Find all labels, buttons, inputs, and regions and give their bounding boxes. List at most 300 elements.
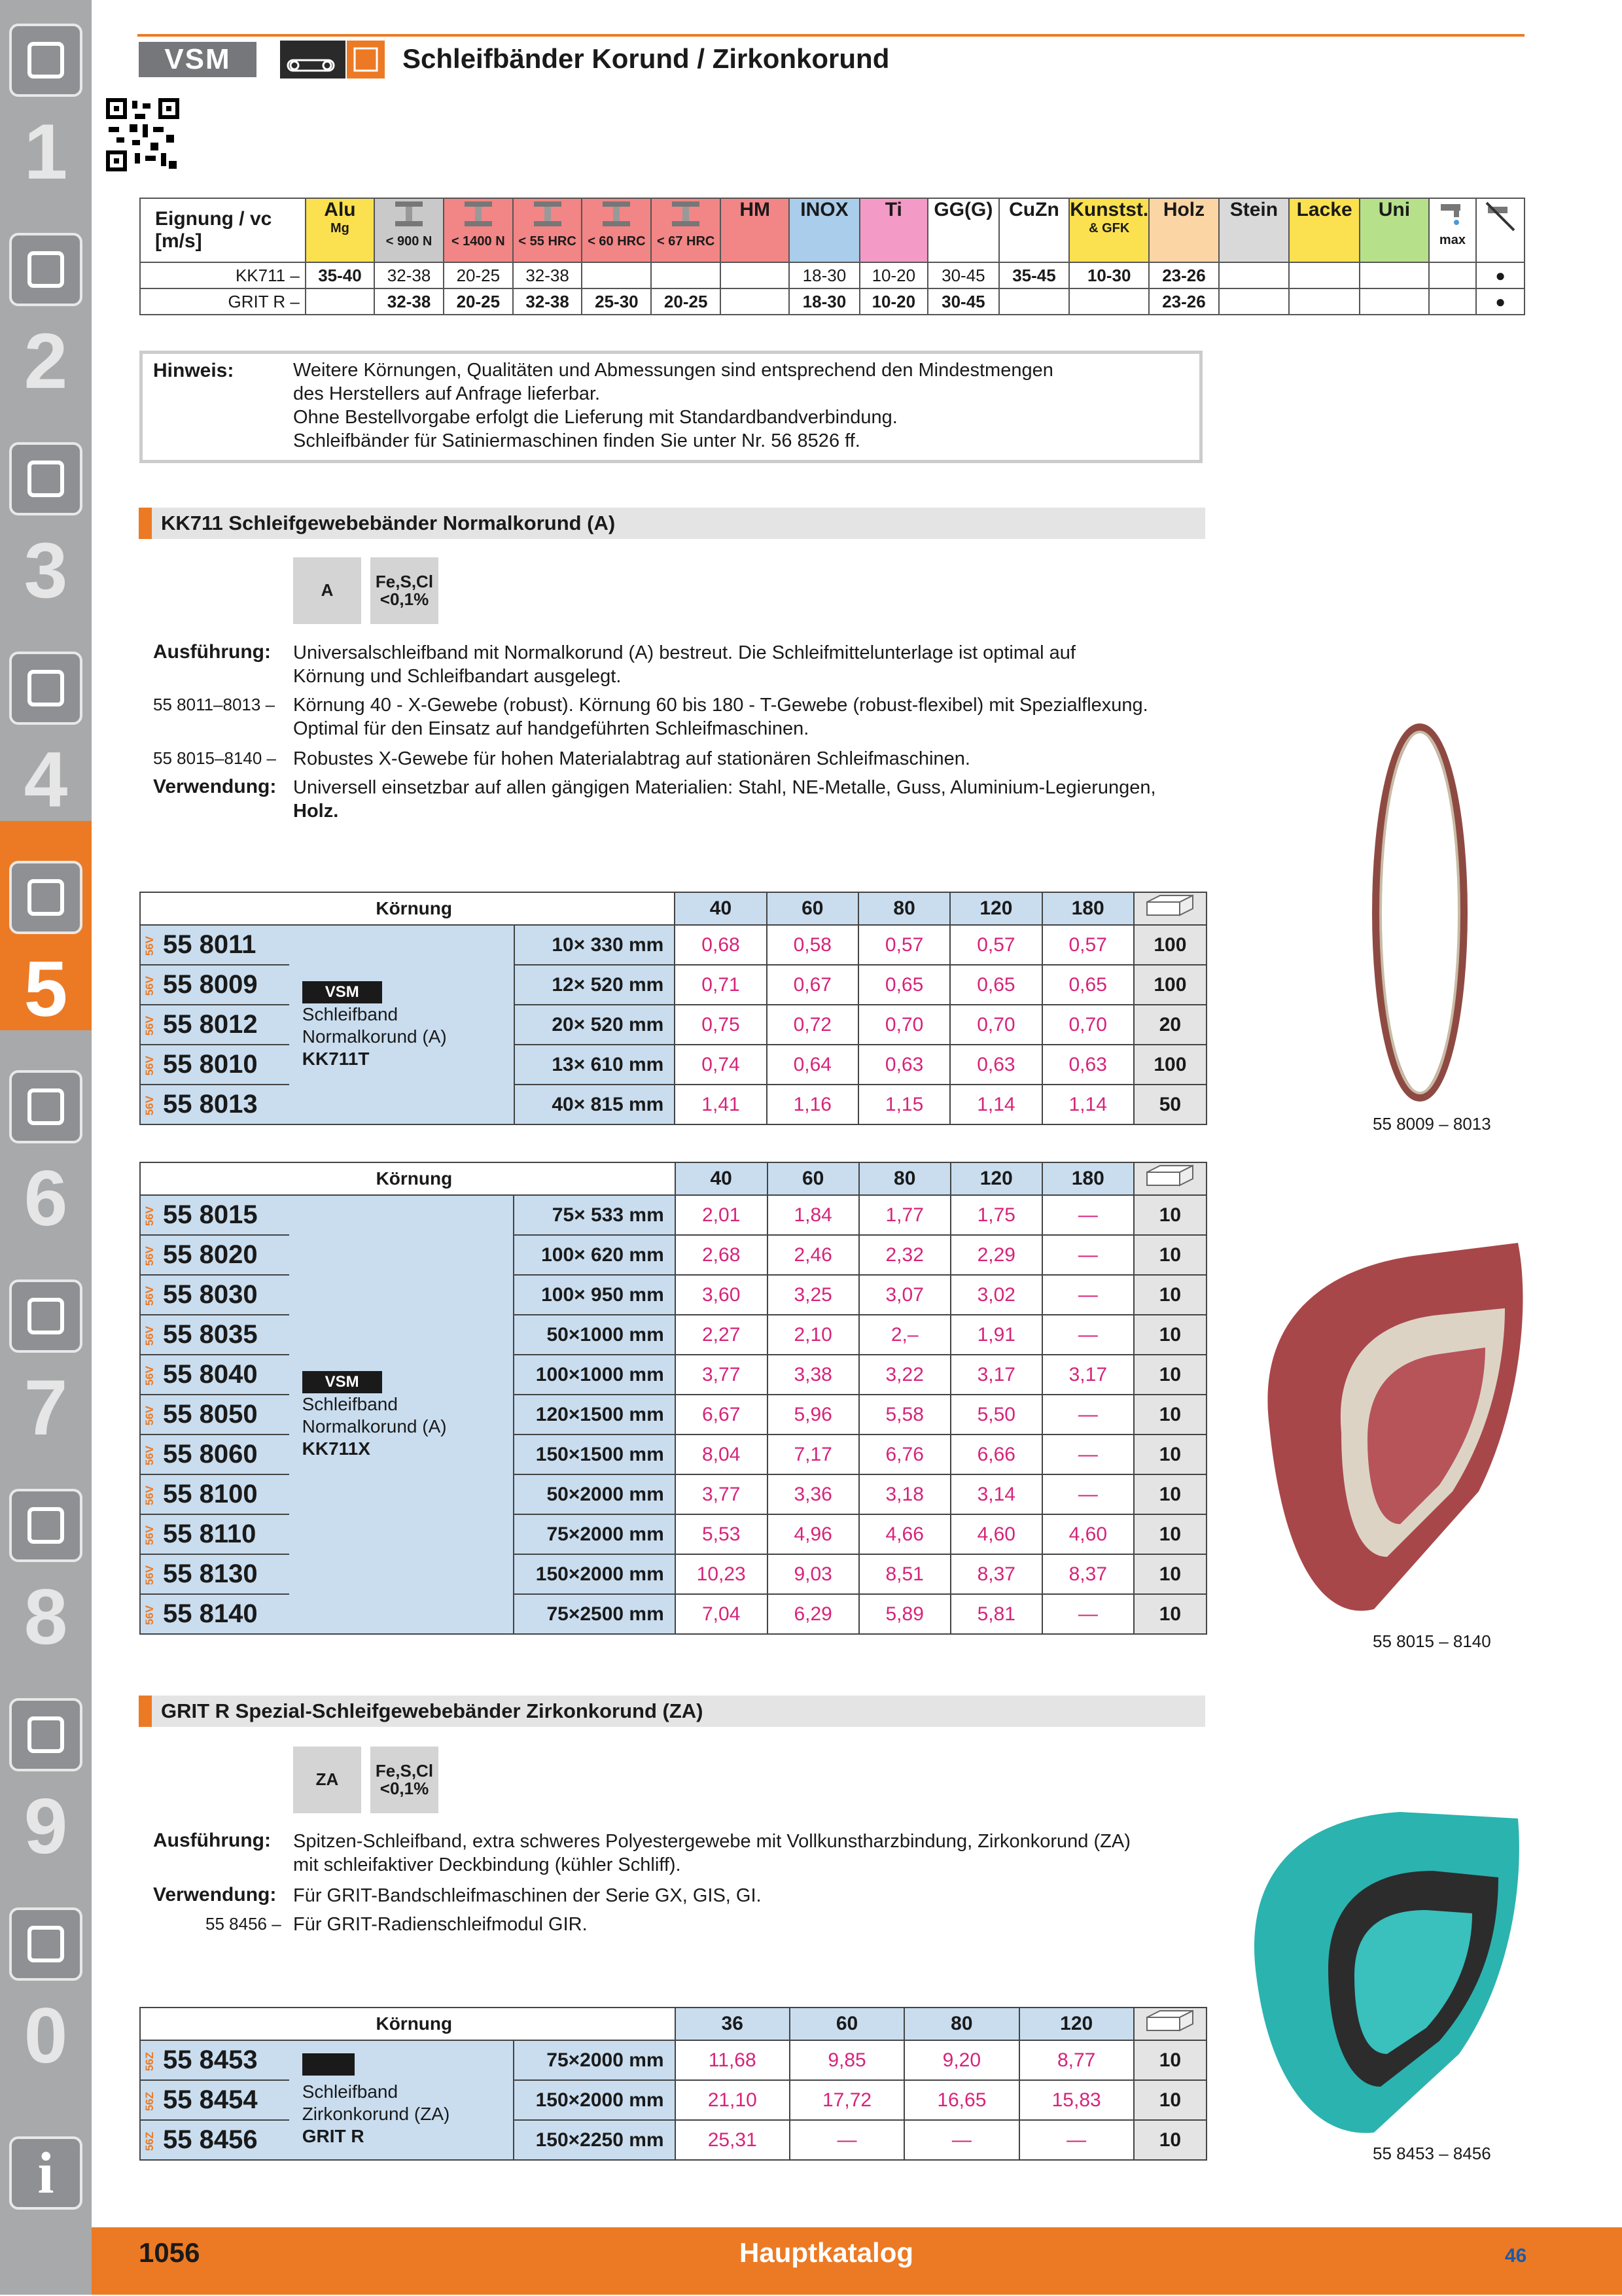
article-number[interactable]: 55 8050 [163, 1400, 258, 1429]
price-group-prefix: 56V [143, 1486, 156, 1506]
pack-quantity: 10 [1134, 1235, 1207, 1275]
price-cell[interactable]: 0,75 [675, 1005, 766, 1045]
description-line: GRIT R [302, 2125, 364, 2146]
price-cell[interactable]: 3,38 [767, 1355, 859, 1395]
package-quantity-icon [1134, 2008, 1207, 2040]
chapter-icon [9, 861, 82, 934]
pack-quantity: 10 [1134, 1435, 1207, 1474]
price-cell[interactable]: 3,17 [1042, 1355, 1134, 1395]
speed-value: ● [1476, 262, 1525, 288]
pack-quantity: 20 [1134, 1005, 1207, 1045]
price-group-prefix: 56V [143, 1246, 156, 1266]
price-cell[interactable]: — [1042, 1235, 1134, 1275]
article-number[interactable]: 55 8012 [163, 1010, 258, 1039]
article-number-cell[interactable] [140, 1195, 289, 1235]
grit-size-header: 40 [675, 892, 766, 925]
speed-value: 32-38 [374, 262, 444, 288]
price-cell[interactable]: 0,70 [950, 1005, 1042, 1045]
price-cell[interactable]: 2,46 [767, 1235, 859, 1275]
material-name: Alu [324, 199, 356, 220]
price-cell[interactable]: 21,10 [675, 2080, 790, 2120]
grit-header-label: Körnung [140, 2008, 675, 2040]
price-cell[interactable]: — [1019, 2120, 1134, 2160]
price-cell[interactable]: 7,04 [675, 1594, 767, 1634]
speed-value [999, 288, 1070, 315]
chapter-number: 0 [24, 1992, 68, 2079]
chapter-number: 4 [24, 736, 68, 824]
note-line: Ohne Bestellvorgabe erfolgt die Lieferung mit Standardbandverbindung. [293, 407, 898, 428]
article-number-cell[interactable] [140, 1355, 289, 1395]
price-cell[interactable]: 17,72 [790, 2080, 904, 2120]
article-number-cell[interactable] [140, 1085, 289, 1124]
price-cell[interactable]: 25,31 [675, 2120, 790, 2160]
section-title: GRIT R Spezial-Schleifgewebebänder Zirkonkorund (ZA) [161, 1699, 703, 1722]
belt-dimension: 150×1500 mm [514, 1435, 675, 1474]
price-cell[interactable]: 1,14 [1042, 1085, 1134, 1124]
pack-quantity: 10 [1134, 1594, 1207, 1634]
speed-value: 32-38 [374, 288, 444, 315]
chapter-number: 1 [24, 108, 68, 196]
chapter-tab-i[interactable] [0, 2087, 92, 2296]
chapter-tab-3[interactable] [0, 419, 92, 628]
price-cell[interactable]: 5,89 [859, 1594, 951, 1634]
price-cell[interactable]: 5,96 [767, 1395, 859, 1435]
chapter-number: 5 [24, 945, 68, 1033]
grit-size-header: 60 [767, 1162, 859, 1195]
price-cell[interactable]: 4,96 [767, 1514, 859, 1554]
belt-dimension: 100× 620 mm [514, 1235, 675, 1275]
product-description [289, 925, 514, 1124]
article-number[interactable]: 55 8035 [163, 1320, 258, 1349]
note-label: Hinweis: [153, 360, 234, 381]
price-group-prefix: 56V [143, 936, 156, 956]
price-cell[interactable]: 6,66 [951, 1435, 1042, 1474]
pack-quantity: 10 [1134, 2120, 1207, 2160]
material-sub: < 60 HRC [588, 234, 646, 249]
price-cell[interactable]: 0,68 [675, 925, 766, 965]
range-text: Für GRIT-Radienschleifmodul GIR. [293, 1914, 588, 1935]
price-group-prefix: 56V [143, 1446, 156, 1466]
article-number[interactable]: 55 8010 [163, 1050, 258, 1079]
article-number[interactable]: 55 8009 [163, 970, 258, 999]
article-number[interactable]: 55 8013 [163, 1090, 258, 1119]
description-line: Schleifband [302, 2081, 398, 2102]
price-cell[interactable]: 0,63 [1042, 1045, 1134, 1085]
chapter-number: 6 [24, 1155, 68, 1242]
belt-dimension: 100× 950 mm [514, 1275, 675, 1315]
chapter-tab-4[interactable] [0, 628, 92, 837]
price-cell[interactable]: 16,65 [904, 2080, 1019, 2120]
price-cell[interactable]: 8,37 [1042, 1554, 1134, 1594]
article-number[interactable]: 55 8020 [163, 1240, 258, 1269]
suitability-row-label: Eignung / vc [m/s] [140, 198, 306, 262]
price-cell[interactable]: 0,65 [1042, 965, 1134, 1005]
article-number-cell[interactable] [140, 2080, 289, 2120]
material-sub: < 1400 N [451, 234, 505, 249]
pack-quantity: 10 [1134, 1355, 1207, 1395]
price-group-prefix: 56V [143, 976, 156, 996]
range-text: Körnung 40 - X-Gewebe (robust). Körnung 60 bis 180 - T-Gewebe (robust-flexibel) mit Spezialflexung. [293, 695, 1148, 716]
price-cell[interactable]: 1,77 [859, 1195, 951, 1235]
speed-value [582, 262, 651, 288]
material-column-header [1069, 198, 1149, 262]
article-number-cell[interactable] [140, 2120, 289, 2160]
ausfuehrung-text: mit schleifaktiver Deckbindung (kühler Schliff). [293, 1854, 681, 1875]
product-line-label: GRIT R – [140, 288, 306, 315]
price-cell[interactable]: 0,57 [1042, 925, 1134, 965]
article-number[interactable]: 55 8040 [163, 1360, 258, 1389]
price-cell[interactable]: 9,85 [790, 2040, 904, 2080]
speed-value [1289, 288, 1360, 315]
chapter-tab-1[interactable] [0, 0, 92, 209]
grit-header-label: Körnung [140, 892, 675, 925]
grit-size-header: 80 [904, 2008, 1019, 2040]
speed-value [1289, 262, 1360, 288]
price-cell[interactable]: 5,50 [951, 1395, 1042, 1435]
material-name: Ti [885, 199, 902, 220]
article-number[interactable]: 55 8456 [163, 2125, 258, 2154]
price-cell[interactable]: 11,68 [675, 2040, 790, 2080]
price-cell[interactable]: 2,27 [675, 1315, 767, 1355]
article-number-cell[interactable] [140, 1554, 289, 1594]
article-number-cell[interactable] [140, 1435, 289, 1474]
price-table-kk711x [139, 1162, 1207, 1635]
fe-s-cl-badge: Fe,S,Cl <0,1% [370, 1747, 438, 1813]
price-group-prefix: 56V [143, 1016, 156, 1036]
article-number-cell[interactable] [140, 1235, 289, 1275]
page-title: Schleifbänder Korund / Zirkonkorund [402, 43, 890, 74]
price-cell[interactable]: 5,81 [951, 1594, 1042, 1634]
belt-dimension: 75×2500 mm [514, 1594, 675, 1634]
fein-logo [347, 41, 385, 78]
price-cell[interactable]: 1,75 [951, 1195, 1042, 1235]
pack-quantity: 100 [1134, 1045, 1207, 1085]
chapter-tab-9[interactable] [0, 1675, 92, 1884]
chapter-number: 9 [24, 1783, 68, 1870]
price-cell[interactable]: 0,57 [858, 925, 950, 965]
price-cell[interactable]: 0,71 [675, 965, 766, 1005]
chapter-tab-2[interactable] [0, 209, 92, 419]
chapter-number: 8 [24, 1573, 68, 1661]
price-group-prefix: 56Z [143, 2051, 156, 2072]
speed-value: 23-26 [1149, 262, 1219, 288]
ausfuehrung-text: Universalschleifband mit Normalkorund (A) bestreut. Die Schleifmittelunterlage ist optimal auf [293, 642, 1076, 663]
material-column-header [1476, 198, 1525, 262]
speed-value: 10-20 [860, 262, 928, 288]
description-line: Normalkorund (A) [302, 1416, 447, 1436]
article-number[interactable]: 55 8100 [163, 1480, 258, 1508]
price-cell[interactable]: 4,66 [859, 1514, 951, 1554]
article-number-cell[interactable] [140, 1594, 289, 1634]
grit-size-header: 120 [950, 892, 1042, 925]
image-caption: 55 8009 – 8013 [1373, 1114, 1491, 1134]
price-cell[interactable]: 0,65 [950, 965, 1042, 1005]
description-line: KK711X [302, 1438, 370, 1459]
price-cell[interactable]: — [1042, 1395, 1134, 1435]
steel-beam-icon [652, 199, 720, 234]
material-column-header [860, 198, 928, 262]
speed-value: 20-25 [444, 288, 513, 315]
price-cell[interactable]: 2,29 [951, 1235, 1042, 1275]
speed-value [1360, 262, 1428, 288]
grain-badge: ZA [293, 1747, 361, 1813]
article-number-cell[interactable] [140, 1005, 289, 1045]
price-cell[interactable]: 3,17 [951, 1355, 1042, 1395]
price-cell[interactable]: — [904, 2120, 1019, 2160]
price-cell[interactable]: 5,58 [859, 1395, 951, 1435]
price-cell[interactable]: 8,04 [675, 1435, 767, 1474]
pack-quantity: 10 [1134, 1315, 1207, 1355]
speed-value: 20-25 [444, 262, 513, 288]
chapter-tab-8[interactable] [0, 1465, 92, 1675]
verwendung-text: Für GRIT-Bandschleifmaschinen der Serie GX, GIS, GI. [293, 1885, 762, 1906]
price-cell[interactable]: 15,83 [1019, 2080, 1134, 2120]
speed-value [306, 288, 374, 315]
note-line: des Herstellers auf Anfrage lieferbar. [293, 383, 601, 404]
grit-size-header: 120 [1019, 2008, 1134, 2040]
material-column-header [1219, 198, 1289, 262]
section-title: KK711 Schleifgewebebänder Normalkorund (A) [161, 512, 616, 534]
verwendung-text: Universell einsetzbar auf allen gängigen Materialien: Stahl, NE-Metalle, Guss, Aluminium-Legierungen, [293, 777, 1156, 798]
price-cell[interactable]: 3,18 [859, 1474, 951, 1514]
price-cell[interactable]: 2,32 [859, 1235, 951, 1275]
table-row[interactable] [140, 2040, 1207, 2080]
price-cell[interactable]: 0,64 [767, 1045, 858, 1085]
price-cell[interactable]: 6,67 [675, 1395, 767, 1435]
article-number[interactable]: 55 8015 [163, 1200, 258, 1229]
price-cell[interactable]: 9,20 [904, 2040, 1019, 2080]
price-group-prefix: 56V [143, 1605, 156, 1626]
suitability-table [139, 198, 1525, 315]
grit-header-label: Körnung [140, 1162, 675, 1195]
material-name: Holz [1163, 199, 1205, 220]
price-table-grit-r [139, 2007, 1207, 2161]
price-cell[interactable]: 1,14 [950, 1085, 1042, 1124]
price-cell[interactable]: 3,60 [675, 1275, 767, 1315]
price-group-prefix: 56V [143, 1565, 156, 1586]
section-heading-kk711 [139, 508, 1205, 539]
product-description [289, 2040, 514, 2160]
price-cell[interactable]: 0,57 [950, 925, 1042, 965]
price-cell[interactable]: 5,53 [675, 1514, 767, 1554]
material-sub: < 55 HRC [518, 234, 576, 249]
material-column-header [374, 198, 444, 262]
steel-beam-icon [375, 199, 443, 234]
price-cell[interactable]: 2,– [859, 1315, 951, 1355]
price-cell[interactable]: 0,58 [767, 925, 858, 965]
material-column-header [1149, 198, 1219, 262]
ausfuehrung-text: Spitzen-Schleifband, extra schweres Polyestergewebe mit Vollkunstharzbindung, Zirkonkorund (ZA) [293, 1831, 1131, 1852]
price-cell[interactable]: — [1042, 1435, 1134, 1474]
price-cell[interactable]: 1,84 [767, 1195, 859, 1235]
brand-logo: VSM [302, 1371, 382, 1393]
article-number-cell[interactable] [140, 965, 289, 1005]
article-number-cell[interactable] [140, 2040, 289, 2080]
price-cell[interactable]: 3,77 [675, 1355, 767, 1395]
price-cell[interactable]: 8,51 [859, 1554, 951, 1594]
pack-quantity: 10 [1134, 1395, 1207, 1435]
price-cell[interactable]: 4,60 [951, 1514, 1042, 1554]
speed-value: 18-30 [789, 288, 859, 315]
price-cell[interactable]: 2,01 [675, 1195, 767, 1235]
brand-logo: VSM [302, 981, 382, 1003]
article-number-cell[interactable] [140, 1275, 289, 1315]
article-number[interactable]: 55 8030 [163, 1280, 258, 1309]
speed-value [1360, 288, 1428, 315]
price-cell[interactable]: 7,17 [767, 1435, 859, 1474]
price-cell[interactable]: 2,68 [675, 1235, 767, 1275]
article-number[interactable]: 55 8140 [163, 1599, 258, 1628]
article-number-cell[interactable] [140, 1395, 289, 1435]
price-cell[interactable]: — [1042, 1195, 1134, 1235]
description-line: Schleifband [302, 1003, 398, 1024]
article-number[interactable]: 55 8130 [163, 1559, 258, 1588]
price-cell[interactable]: 2,10 [767, 1315, 859, 1355]
chapter-icon [9, 1907, 82, 1981]
chapter-icon [9, 1279, 82, 1353]
price-cell[interactable]: 3,07 [859, 1275, 951, 1315]
price-group-prefix: 56V [143, 1286, 156, 1306]
price-cell[interactable]: 0,70 [1042, 1005, 1134, 1045]
material-sub: max [1439, 233, 1466, 247]
speed-value: 30-45 [928, 262, 999, 288]
price-cell[interactable]: — [790, 2120, 904, 2160]
price-group-prefix: 56V [143, 1326, 156, 1346]
grit-size-header: 180 [1042, 1162, 1134, 1195]
verwendung-text: Holz. [293, 801, 339, 822]
grit-size-header: 120 [951, 1162, 1042, 1195]
price-cell[interactable]: 8,77 [1019, 2040, 1134, 2080]
chapter-icon [9, 24, 82, 97]
price-cell[interactable]: 3,22 [859, 1355, 951, 1395]
range-label: 55 8015–8140 – [153, 748, 276, 768]
grain-badge: A [293, 557, 361, 624]
price-cell[interactable]: 6,76 [859, 1435, 951, 1474]
price-cell[interactable]: 6,29 [767, 1594, 859, 1634]
price-cell[interactable]: 0,63 [950, 1045, 1042, 1085]
price-cell[interactable]: 0,74 [675, 1045, 766, 1085]
price-group-prefix: 56V [143, 1096, 156, 1116]
pack-quantity: 10 [1134, 2080, 1207, 2120]
price-cell[interactable]: — [1042, 1594, 1134, 1634]
price-cell[interactable]: — [1042, 1275, 1134, 1315]
price-cell[interactable]: 9,03 [767, 1554, 859, 1594]
material-column-header [928, 198, 999, 262]
chapter-tab-5[interactable] [0, 837, 92, 1047]
material-column-header [582, 198, 651, 262]
material-sub: < 900 N [385, 234, 432, 249]
coolant-tap-icon [1430, 199, 1476, 233]
price-cell[interactable]: 1,91 [951, 1315, 1042, 1355]
chapter-icon [9, 652, 82, 725]
price-cell[interactable]: 8,37 [951, 1554, 1042, 1594]
price-cell[interactable]: 3,77 [675, 1474, 767, 1514]
article-number-cell[interactable] [140, 1514, 289, 1554]
table-row[interactable] [140, 1195, 1207, 1235]
speed-value: 32-38 [513, 262, 582, 288]
price-cell[interactable]: 0,70 [858, 1005, 950, 1045]
header-rule [137, 34, 1525, 37]
article-number[interactable]: 55 8453 [163, 2045, 258, 2074]
article-number[interactable]: 55 8454 [163, 2085, 258, 2114]
pack-quantity: 10 [1134, 1474, 1207, 1514]
material-name: GG(G) [934, 199, 993, 220]
price-group-prefix: 56V [143, 1056, 156, 1076]
speed-value [720, 288, 789, 315]
price-group-prefix: 56V [143, 1525, 156, 1546]
chapter-tab-0[interactable] [0, 1884, 92, 2093]
price-cell[interactable]: 4,60 [1042, 1514, 1134, 1554]
price-cell[interactable]: 10,23 [675, 1554, 767, 1594]
price-cell[interactable]: — [1042, 1474, 1134, 1514]
chapter-number: 2 [24, 317, 68, 405]
no-coolant-icon [1477, 199, 1524, 239]
price-cell[interactable]: 1,41 [675, 1085, 766, 1124]
belt-dimension: 20× 520 mm [514, 1005, 675, 1045]
article-number[interactable]: 55 8060 [163, 1440, 258, 1469]
article-number-cell[interactable] [140, 1045, 289, 1085]
material-column-header [1360, 198, 1428, 262]
pack-quantity: 10 [1134, 1275, 1207, 1315]
ausfuehrung-label: Ausführung: [153, 1830, 271, 1851]
table-row[interactable] [140, 925, 1207, 965]
article-number[interactable]: 55 8110 [163, 1520, 256, 1548]
article-number-cell[interactable] [140, 1474, 289, 1514]
grit-size-header: 180 [1042, 892, 1134, 925]
belt-dimension: 100×1000 mm [514, 1355, 675, 1395]
article-number[interactable]: 55 8011 [163, 930, 256, 959]
qr-code-icon[interactable] [106, 98, 179, 171]
pack-quantity: 10 [1134, 1195, 1207, 1235]
speed-value: 23-26 [1149, 288, 1219, 315]
package-quantity-icon [1134, 892, 1207, 925]
price-cell[interactable]: 1,15 [858, 1085, 950, 1124]
pack-quantity: 100 [1134, 965, 1207, 1005]
chapter-icon [9, 233, 82, 306]
speed-value [720, 262, 789, 288]
chapter-tab-6[interactable] [0, 1047, 92, 1256]
price-cell[interactable]: 3,02 [951, 1275, 1042, 1315]
belt-dimension: 40× 815 mm [514, 1085, 675, 1124]
price-cell[interactable]: 1,16 [767, 1085, 858, 1124]
steel-beam-icon [444, 199, 512, 234]
image-caption: 55 8453 – 8456 [1373, 2144, 1491, 2163]
article-number-cell[interactable] [140, 1315, 289, 1355]
belt-dimension: 50×1000 mm [514, 1315, 675, 1355]
chapter-number: 3 [24, 527, 68, 614]
price-cell[interactable]: 3,36 [767, 1474, 859, 1514]
price-cell[interactable]: — [1042, 1315, 1134, 1355]
chapter-icon [9, 1489, 82, 1562]
article-number-cell[interactable] [140, 925, 289, 965]
price-cell[interactable]: 3,14 [951, 1474, 1042, 1514]
ausfuehrung-text: Körnung und Schleifbandart ausgelegt. [293, 666, 622, 687]
price-cell[interactable]: 0,67 [767, 965, 858, 1005]
speed-value [1069, 288, 1149, 315]
steel-beam-icon [514, 199, 582, 234]
chapter-tab-7[interactable] [0, 1256, 92, 1465]
price-cell[interactable]: 3,25 [767, 1275, 859, 1315]
description-line: Zirkonkorund (ZA) [302, 2103, 450, 2124]
pack-quantity: 50 [1134, 1085, 1207, 1124]
material-sub: & GFK [1089, 221, 1130, 235]
speed-value [651, 262, 720, 288]
price-cell[interactable]: 0,72 [767, 1005, 858, 1045]
speed-value: 10-20 [860, 288, 928, 315]
price-cell[interactable]: 0,63 [858, 1045, 950, 1085]
price-cell[interactable]: 0,65 [858, 965, 950, 1005]
grit-size-header: 36 [675, 2008, 790, 2040]
